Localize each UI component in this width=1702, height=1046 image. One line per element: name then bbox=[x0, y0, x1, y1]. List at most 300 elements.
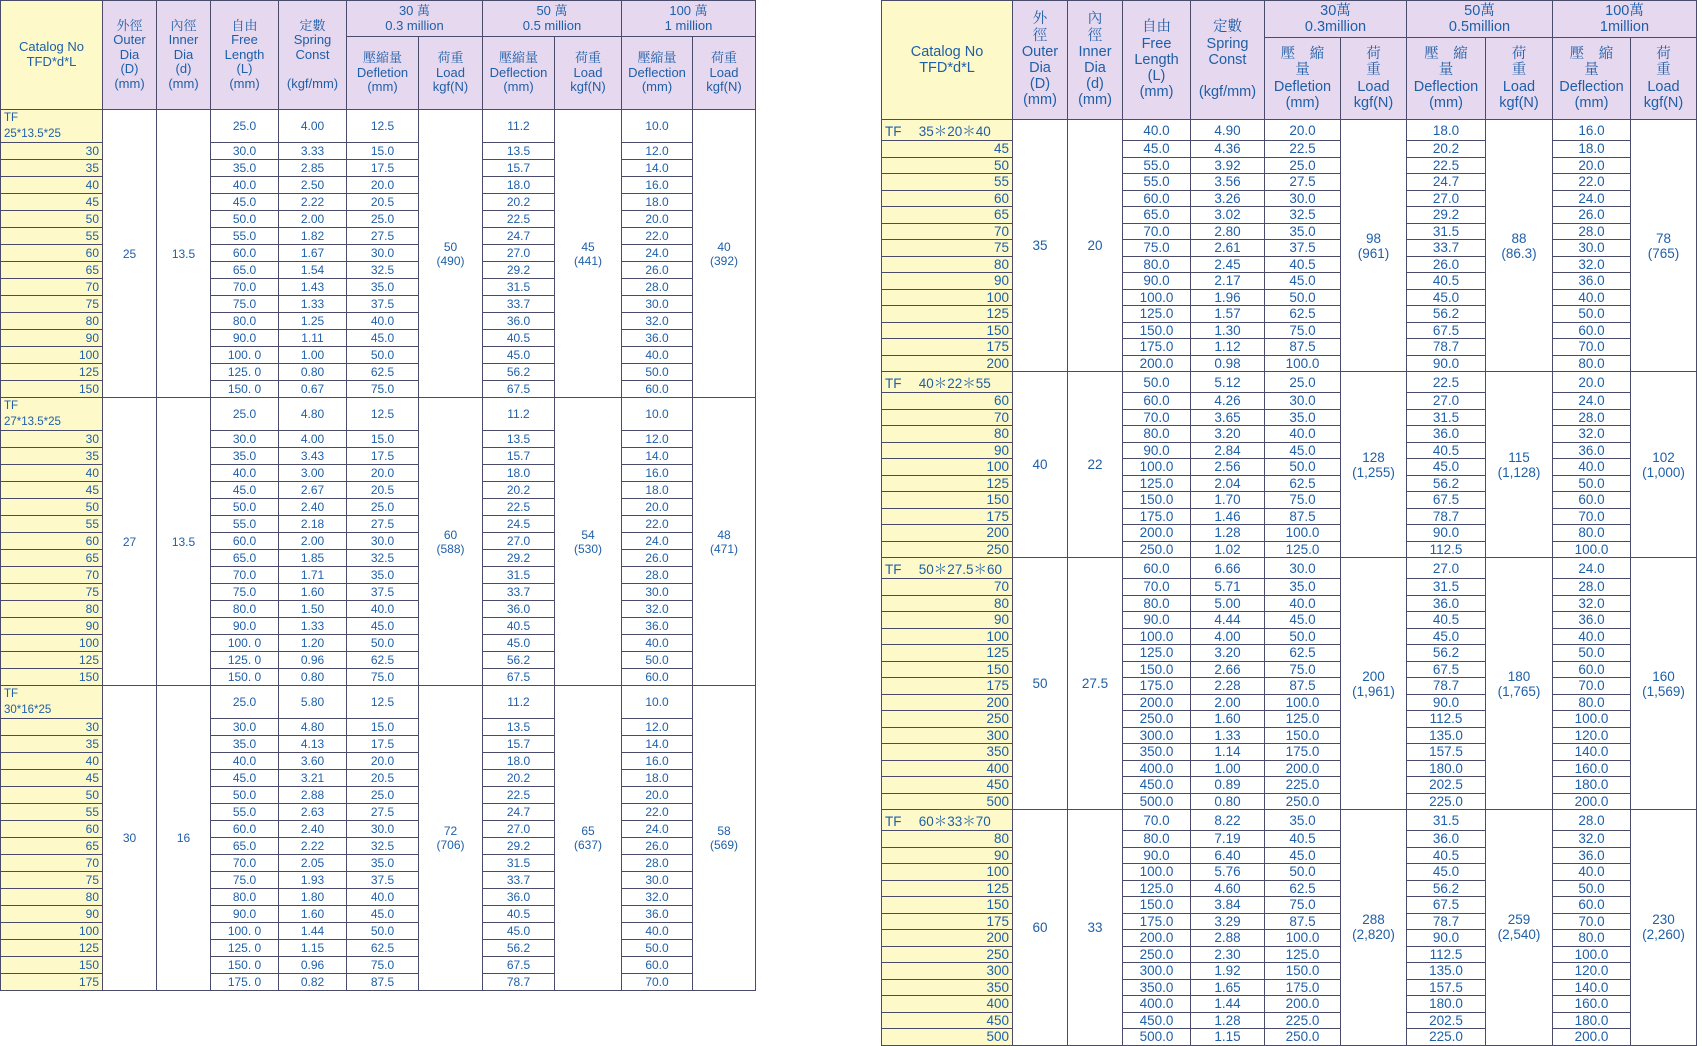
catalog-no-cell bbox=[1, 364, 103, 381]
spring-const-cell: 4.00 bbox=[1191, 628, 1265, 645]
spring-const-cell: 1.50 bbox=[279, 601, 347, 618]
deflection-300k-cell: 125.0 bbox=[1265, 711, 1341, 728]
deflection-500k-cell: 29.2 bbox=[1407, 207, 1486, 224]
free-length-cell: 90.0 bbox=[211, 330, 279, 347]
catalog-no-cell bbox=[1, 262, 103, 279]
deflection-1m-cell: 24.0 bbox=[1553, 558, 1631, 579]
outer-dia-cell: 27 bbox=[103, 398, 157, 686]
load-newton: (530) bbox=[573, 541, 602, 556]
free-length-cell: 350.0 bbox=[1123, 979, 1191, 996]
catalog-length: 65 bbox=[85, 839, 99, 853]
deflection-1m-cell: 28.0 bbox=[1553, 223, 1631, 240]
free-length-cell: 100. 0 bbox=[211, 347, 279, 364]
deflection-500k-cell: 20.2 bbox=[483, 770, 555, 787]
header-load-500k: 荷 重 Load kgf(N) bbox=[1486, 38, 1553, 120]
deflection-500k-cell: 33.7 bbox=[483, 296, 555, 313]
load-300k-cell bbox=[1341, 810, 1407, 1046]
deflection-300k-cell: 27.5 bbox=[347, 228, 419, 245]
deflection-500k-cell: 40.5 bbox=[483, 906, 555, 923]
deflection-1m-cell: 32.0 bbox=[1553, 426, 1631, 443]
catalog-length: 35 bbox=[85, 449, 99, 463]
free-length-cell: 500.0 bbox=[1123, 1029, 1191, 1046]
header-load-500k: 荷重 Load kgf(N) bbox=[555, 37, 622, 110]
deflection-300k-cell: 17.5 bbox=[347, 160, 419, 177]
deflection-1m-cell: 32.0 bbox=[1553, 595, 1631, 612]
spring-const-cell: 5.80 bbox=[279, 686, 347, 719]
deflection-300k-cell: 35.0 bbox=[1265, 223, 1341, 240]
table-row bbox=[882, 409, 1697, 426]
deflection-500k-cell: 31.5 bbox=[483, 279, 555, 296]
deflection-500k-cell: 27.0 bbox=[483, 245, 555, 262]
deflection-500k-cell: 112.5 bbox=[1407, 541, 1486, 558]
deflection-300k-cell: 40.0 bbox=[347, 601, 419, 618]
spring-const-cell: 1.15 bbox=[279, 940, 347, 957]
free-length-cell: 150. 0 bbox=[211, 669, 279, 686]
spring-const-cell: 0.80 bbox=[279, 364, 347, 381]
deflection-300k-cell: 20.0 bbox=[347, 177, 419, 194]
catalog-length: 40 bbox=[85, 466, 99, 480]
deflection-1m-cell: 12.0 bbox=[622, 719, 693, 736]
catalog-no-cell bbox=[882, 678, 1013, 695]
deflection-500k-cell: 22.5 bbox=[483, 211, 555, 228]
table-row bbox=[882, 727, 1697, 744]
deflection-300k-cell: 50.0 bbox=[347, 923, 419, 940]
deflection-500k-cell: 15.7 bbox=[483, 448, 555, 465]
deflection-300k-cell: 45.0 bbox=[347, 618, 419, 635]
table-row bbox=[1, 110, 756, 143]
free-length-cell: 30.0 bbox=[211, 719, 279, 736]
load-500k-cell bbox=[555, 686, 622, 991]
free-length-cell: 45.0 bbox=[1123, 141, 1191, 158]
load-newton: (765) bbox=[1647, 245, 1680, 261]
catalog-no-cell bbox=[1, 635, 103, 652]
deflection-500k-cell: 13.5 bbox=[483, 143, 555, 160]
catalog-length: 40 bbox=[85, 754, 99, 768]
catalog-no-cell bbox=[882, 760, 1013, 777]
deflection-300k-cell: 30.0 bbox=[1265, 393, 1341, 410]
deflection-300k-cell: 37.5 bbox=[347, 872, 419, 889]
deflection-300k-cell: 62.5 bbox=[1265, 880, 1341, 897]
deflection-1m-cell: 16.0 bbox=[1553, 120, 1631, 141]
free-length-cell: 35.0 bbox=[211, 736, 279, 753]
catalog-length: 60 bbox=[85, 534, 99, 548]
table-row bbox=[882, 273, 1697, 290]
deflection-500k-cell: 225.0 bbox=[1407, 1029, 1486, 1046]
load-300k-cell bbox=[419, 110, 483, 398]
deflection-1m-cell: 180.0 bbox=[1553, 1012, 1631, 1029]
table-row bbox=[882, 306, 1697, 323]
catalog-length: 200 bbox=[986, 930, 1009, 946]
catalog-length: 60 bbox=[85, 822, 99, 836]
catalog-no-cell bbox=[882, 525, 1013, 542]
deflection-500k-cell: 24.7 bbox=[1407, 174, 1486, 191]
catalog-length: 70 bbox=[993, 409, 1009, 425]
deflection-300k-cell: 15.0 bbox=[347, 431, 419, 448]
catalog-length: 250 bbox=[986, 946, 1009, 962]
catalog-no-cell bbox=[1, 482, 103, 499]
deflection-1m-cell: 24.0 bbox=[622, 245, 693, 262]
deflection-1m-cell: 26.0 bbox=[1553, 207, 1631, 224]
free-length-cell: 400.0 bbox=[1123, 996, 1191, 1013]
catalog-length: 30 bbox=[85, 720, 99, 734]
catalog-length: 65 bbox=[85, 551, 99, 565]
deflection-500k-cell: 36.0 bbox=[483, 601, 555, 618]
load-kgf: 259 bbox=[1507, 912, 1531, 928]
deflection-500k-cell: 20.2 bbox=[1407, 141, 1486, 158]
spring-const-cell: 1.80 bbox=[279, 889, 347, 906]
catalog-no-cell bbox=[1, 974, 103, 991]
deflection-300k-cell: 32.5 bbox=[347, 550, 419, 567]
spring-const-cell: 4.13 bbox=[279, 736, 347, 753]
deflection-1m-cell: 140.0 bbox=[1553, 979, 1631, 996]
load-kgf: 60 bbox=[443, 527, 458, 542]
deflection-300k-cell: 40.5 bbox=[1265, 831, 1341, 848]
catalog-length: 50 bbox=[993, 157, 1009, 173]
table-row bbox=[882, 426, 1697, 443]
free-length-cell: 40.0 bbox=[211, 177, 279, 194]
free-length-cell: 65.0 bbox=[1123, 207, 1191, 224]
free-length-cell: 125. 0 bbox=[211, 940, 279, 957]
spring-const-cell: 2.61 bbox=[1191, 240, 1265, 257]
load-newton: (392) bbox=[709, 253, 738, 268]
free-length-cell: 150. 0 bbox=[211, 957, 279, 974]
header-load-300k: 荷重 Load kgf(N) bbox=[419, 37, 483, 110]
free-length-cell: 55.0 bbox=[1123, 174, 1191, 191]
free-length-cell: 125. 0 bbox=[211, 364, 279, 381]
load-300k-cell bbox=[1341, 558, 1407, 810]
deflection-500k-cell: 40.5 bbox=[1407, 612, 1486, 629]
deflection-1m-cell: 40.0 bbox=[622, 923, 693, 940]
load-kgf: 45 bbox=[581, 239, 595, 254]
free-length-cell: 250.0 bbox=[1123, 711, 1191, 728]
load-1m-cell bbox=[693, 686, 756, 991]
spring-const-cell: 0.82 bbox=[279, 974, 347, 991]
catalog-no-cell bbox=[1, 143, 103, 160]
catalog-length: 175 bbox=[986, 339, 1009, 355]
deflection-300k-cell: 75.0 bbox=[347, 669, 419, 686]
load-newton: (637) bbox=[573, 838, 602, 852]
deflection-1m-cell: 140.0 bbox=[1553, 744, 1631, 761]
free-length-cell: 200.0 bbox=[1123, 930, 1191, 947]
deflection-300k-cell: 75.0 bbox=[1265, 897, 1341, 914]
table-header bbox=[1, 1, 756, 110]
deflection-500k-cell: 135.0 bbox=[1407, 727, 1486, 744]
spring-const-cell: 1.54 bbox=[279, 262, 347, 279]
spring-const-cell: 0.96 bbox=[279, 652, 347, 669]
table-row bbox=[882, 541, 1697, 558]
deflection-500k-cell: 18.0 bbox=[483, 465, 555, 482]
free-length-cell: 150.0 bbox=[1123, 897, 1191, 914]
deflection-300k-cell: 125.0 bbox=[1265, 946, 1341, 963]
catalog-no-cell bbox=[1, 448, 103, 465]
spring-const-cell: 2.17 bbox=[1191, 273, 1265, 290]
spring-const-cell: 4.44 bbox=[1191, 612, 1265, 629]
table-row bbox=[882, 475, 1697, 492]
spring-const-cell: 3.60 bbox=[279, 753, 347, 770]
free-length-cell: 55.0 bbox=[1123, 157, 1191, 174]
table-body bbox=[882, 120, 1697, 1046]
load-newton: (1,255) bbox=[1352, 464, 1395, 480]
catalog-no-cell bbox=[1, 686, 103, 719]
load-newton: (490) bbox=[436, 253, 465, 268]
load-newton: (471) bbox=[709, 541, 738, 556]
deflection-1m-cell: 40.0 bbox=[1553, 289, 1631, 306]
deflection-1m-cell: 28.0 bbox=[622, 855, 693, 872]
table-row bbox=[882, 492, 1697, 509]
catalog-no-cell bbox=[882, 628, 1013, 645]
spring-spec-table-right bbox=[881, 0, 1697, 1046]
catalog-no-cell bbox=[882, 492, 1013, 509]
load-kgf: 200 bbox=[1362, 668, 1385, 684]
table-row bbox=[882, 744, 1697, 761]
deflection-1m-cell: 32.0 bbox=[1553, 831, 1631, 848]
spring-const-cell: 1.44 bbox=[279, 923, 347, 940]
spring-const-cell: 2.88 bbox=[1191, 930, 1265, 947]
deflection-500k-cell: 180.0 bbox=[1407, 760, 1486, 777]
table-row bbox=[882, 1029, 1697, 1046]
deflection-500k-cell: 78.7 bbox=[483, 974, 555, 991]
free-length-cell: 45.0 bbox=[211, 770, 279, 787]
catalog-length: 125 bbox=[986, 475, 1009, 491]
load-500k-cell bbox=[1486, 120, 1553, 372]
catalog-no-cell bbox=[882, 727, 1013, 744]
deflection-1m-cell: 50.0 bbox=[622, 940, 693, 957]
table-row bbox=[882, 612, 1697, 629]
free-length-cell: 40.0 bbox=[211, 753, 279, 770]
spring-const-cell: 2.84 bbox=[1191, 442, 1265, 459]
deflection-1m-cell: 26.0 bbox=[622, 262, 693, 279]
spring-const-cell: 4.80 bbox=[279, 398, 347, 431]
deflection-300k-cell: 25.0 bbox=[347, 499, 419, 516]
spring-const-cell: 1.65 bbox=[1191, 979, 1265, 996]
catalog-no-cell bbox=[882, 711, 1013, 728]
catalog-no-cell bbox=[1, 601, 103, 618]
catalog-length: 100 bbox=[986, 864, 1009, 880]
table-row bbox=[882, 372, 1697, 393]
deflection-500k-cell: 26.0 bbox=[1407, 256, 1486, 273]
deflection-1m-cell: 36.0 bbox=[622, 330, 693, 347]
deflection-500k-cell: 78.7 bbox=[1407, 508, 1486, 525]
catalog-no-cell bbox=[1, 160, 103, 177]
header-group-300k: 30 萬 0.3 million bbox=[347, 1, 483, 37]
catalog-length: 45 bbox=[85, 195, 99, 209]
deflection-1m-cell: 40.0 bbox=[1553, 864, 1631, 881]
spring-const-cell: 1.02 bbox=[1191, 541, 1265, 558]
deflection-500k-cell: 56.2 bbox=[483, 364, 555, 381]
deflection-300k-cell: 50.0 bbox=[1265, 628, 1341, 645]
deflection-1m-cell: 30.0 bbox=[622, 872, 693, 889]
deflection-300k-cell: 30.0 bbox=[1265, 190, 1341, 207]
deflection-500k-cell: 67.5 bbox=[483, 381, 555, 398]
deflection-500k-cell: 33.7 bbox=[483, 872, 555, 889]
deflection-300k-cell: 37.5 bbox=[1265, 240, 1341, 257]
free-length-cell: 75.0 bbox=[211, 872, 279, 889]
spring-const-cell: 1.14 bbox=[1191, 744, 1265, 761]
deflection-1m-cell: 32.0 bbox=[1553, 256, 1631, 273]
catalog-length: 175 bbox=[986, 508, 1009, 524]
deflection-300k-cell: 45.0 bbox=[1265, 442, 1341, 459]
table-row bbox=[882, 694, 1697, 711]
catalog-length: 90 bbox=[993, 847, 1009, 863]
catalog-no-cell bbox=[882, 946, 1013, 963]
load-1m-cell bbox=[1631, 372, 1697, 558]
deflection-300k-cell: 100.0 bbox=[1265, 355, 1341, 372]
deflection-1m-cell: 36.0 bbox=[1553, 442, 1631, 459]
catalog-length: 45 bbox=[993, 141, 1009, 157]
deflection-300k-cell: 225.0 bbox=[1265, 777, 1341, 794]
inner-dia-cell: 13.5 bbox=[157, 398, 211, 686]
deflection-1m-cell: 20.0 bbox=[622, 211, 693, 228]
deflection-500k-cell: 56.2 bbox=[1407, 306, 1486, 323]
catalog-no-cell bbox=[1, 431, 103, 448]
deflection-300k-cell: 20.5 bbox=[347, 770, 419, 787]
spring-const-cell: 2.80 bbox=[1191, 223, 1265, 240]
deflection-300k-cell: 37.5 bbox=[347, 584, 419, 601]
spring-const-cell: 1.82 bbox=[279, 228, 347, 245]
deflection-500k-cell: 78.7 bbox=[1407, 678, 1486, 695]
load-kgf: 98 bbox=[1365, 230, 1382, 246]
deflection-500k-cell: 29.2 bbox=[483, 550, 555, 567]
catalog-no-cell bbox=[1, 669, 103, 686]
deflection-500k-cell: 225.0 bbox=[1407, 793, 1486, 810]
header-inner-dia: 內 徑 Inner Dia (d) (mm) bbox=[1068, 1, 1123, 120]
catalog-no-cell bbox=[882, 409, 1013, 426]
free-length-cell: 80.0 bbox=[1123, 256, 1191, 273]
catalog-length: 300 bbox=[986, 727, 1009, 743]
spring-const-cell: 2.50 bbox=[279, 177, 347, 194]
deflection-300k-cell: 25.0 bbox=[347, 787, 419, 804]
deflection-500k-cell: 15.7 bbox=[483, 736, 555, 753]
deflection-500k-cell: 33.7 bbox=[1407, 240, 1486, 257]
deflection-1m-cell: 16.0 bbox=[622, 753, 693, 770]
catalog-length: 55 bbox=[85, 517, 99, 531]
deflection-1m-cell: 30.0 bbox=[622, 296, 693, 313]
load-newton: (1,961) bbox=[1352, 683, 1395, 699]
deflection-1m-cell: 14.0 bbox=[622, 160, 693, 177]
deflection-500k-cell: 56.2 bbox=[483, 652, 555, 669]
deflection-300k-cell: 125.0 bbox=[1265, 541, 1341, 558]
deflection-1m-cell: 36.0 bbox=[1553, 612, 1631, 629]
catalog-length: 80 bbox=[85, 890, 99, 904]
spring-const-cell: 1.43 bbox=[279, 279, 347, 296]
deflection-500k-cell: 24.7 bbox=[483, 804, 555, 821]
deflection-500k-cell: 40.5 bbox=[1407, 273, 1486, 290]
deflection-1m-cell: 80.0 bbox=[1553, 930, 1631, 947]
deflection-1m-cell: 80.0 bbox=[1553, 694, 1631, 711]
catalog-no-cell bbox=[1, 516, 103, 533]
catalog-no-cell bbox=[1, 618, 103, 635]
deflection-300k-cell: 45.0 bbox=[347, 906, 419, 923]
deflection-300k-cell: 225.0 bbox=[1265, 1012, 1341, 1029]
catalog-length: 35 bbox=[85, 737, 99, 751]
free-length-cell: 30.0 bbox=[211, 431, 279, 448]
free-length-cell: 90.0 bbox=[1123, 442, 1191, 459]
catalog-no-cell bbox=[1, 584, 103, 601]
free-length-cell: 175.0 bbox=[1123, 508, 1191, 525]
deflection-500k-cell: 67.5 bbox=[1407, 322, 1486, 339]
free-length-cell: 500.0 bbox=[1123, 793, 1191, 810]
deflection-1m-cell: 100.0 bbox=[1553, 541, 1631, 558]
catalog-no-cell bbox=[882, 508, 1013, 525]
free-length-cell: 100.0 bbox=[1123, 864, 1191, 881]
deflection-300k-cell: 45.0 bbox=[347, 330, 419, 347]
deflection-1m-cell: 40.0 bbox=[622, 635, 693, 652]
deflection-300k-cell: 62.5 bbox=[1265, 475, 1341, 492]
catalog-length: 125 bbox=[986, 306, 1009, 322]
catalog-model: 27*13.5*25 bbox=[4, 416, 61, 428]
deflection-1m-cell: 24.0 bbox=[1553, 393, 1631, 410]
deflection-500k-cell: 22.5 bbox=[483, 499, 555, 516]
catalog-no-cell bbox=[882, 174, 1013, 191]
deflection-300k-cell: 87.5 bbox=[1265, 913, 1341, 930]
spring-const-cell: 2.00 bbox=[279, 533, 347, 550]
deflection-500k-cell: 112.5 bbox=[1407, 711, 1486, 728]
free-length-cell: 70.0 bbox=[1123, 810, 1191, 831]
deflection-300k-cell: 175.0 bbox=[1265, 979, 1341, 996]
catalog-length: 65 bbox=[85, 263, 99, 277]
deflection-1m-cell: 60.0 bbox=[1553, 322, 1631, 339]
free-length-cell: 50.0 bbox=[211, 211, 279, 228]
catalog-no-cell bbox=[1, 313, 103, 330]
free-length-cell: 125.0 bbox=[1123, 475, 1191, 492]
catalog-no-cell bbox=[882, 777, 1013, 794]
table-row bbox=[882, 996, 1697, 1013]
header-group-300k: 30萬 0.3million bbox=[1265, 1, 1407, 38]
catalog-length: 90 bbox=[993, 442, 1009, 458]
free-length-cell: 60.0 bbox=[211, 533, 279, 550]
deflection-1m-cell: 22.0 bbox=[1553, 174, 1631, 191]
free-length-cell: 125.0 bbox=[1123, 880, 1191, 897]
free-length-cell: 400.0 bbox=[1123, 760, 1191, 777]
catalog-length: 45 bbox=[85, 483, 99, 497]
catalog-length: 450 bbox=[986, 777, 1009, 793]
free-length-cell: 25.0 bbox=[211, 110, 279, 143]
load-newton: (1,569) bbox=[1642, 683, 1685, 699]
free-length-cell: 80.0 bbox=[211, 601, 279, 618]
deflection-1m-cell: 22.0 bbox=[622, 804, 693, 821]
catalog-no-cell bbox=[882, 475, 1013, 492]
table-row bbox=[882, 963, 1697, 980]
deflection-300k-cell: 15.0 bbox=[347, 143, 419, 160]
free-length-cell: 300.0 bbox=[1123, 963, 1191, 980]
deflection-1m-cell: 12.0 bbox=[622, 431, 693, 448]
spring-const-cell: 6.66 bbox=[1191, 558, 1265, 579]
deflection-500k-cell: 20.2 bbox=[483, 482, 555, 499]
catalog-no-cell bbox=[882, 141, 1013, 158]
catalog-no-cell bbox=[882, 744, 1013, 761]
catalog-length: 70 bbox=[85, 856, 99, 870]
deflection-500k-cell: 24.5 bbox=[483, 516, 555, 533]
spring-const-cell: 6.40 bbox=[1191, 847, 1265, 864]
deflection-300k-cell: 75.0 bbox=[1265, 322, 1341, 339]
catalog-no-cell bbox=[882, 963, 1013, 980]
load-kgf: 72 bbox=[443, 824, 458, 838]
catalog-no-cell bbox=[1, 330, 103, 347]
spring-const-cell: 3.20 bbox=[1191, 645, 1265, 662]
table-row bbox=[882, 864, 1697, 881]
deflection-1m-cell: 32.0 bbox=[622, 313, 693, 330]
deflection-500k-cell: 31.5 bbox=[483, 855, 555, 872]
spring-const-cell: 2.22 bbox=[279, 838, 347, 855]
deflection-1m-cell: 70.0 bbox=[1553, 913, 1631, 930]
deflection-300k-cell: 32.5 bbox=[347, 838, 419, 855]
catalog-no-cell bbox=[882, 120, 1013, 141]
catalog-length: 450 bbox=[986, 1012, 1009, 1028]
free-length-cell: 65.0 bbox=[211, 838, 279, 855]
deflection-1m-cell: 70.0 bbox=[622, 974, 693, 991]
load-newton: (2,820) bbox=[1352, 927, 1395, 943]
deflection-1m-cell: 70.0 bbox=[1553, 678, 1631, 695]
